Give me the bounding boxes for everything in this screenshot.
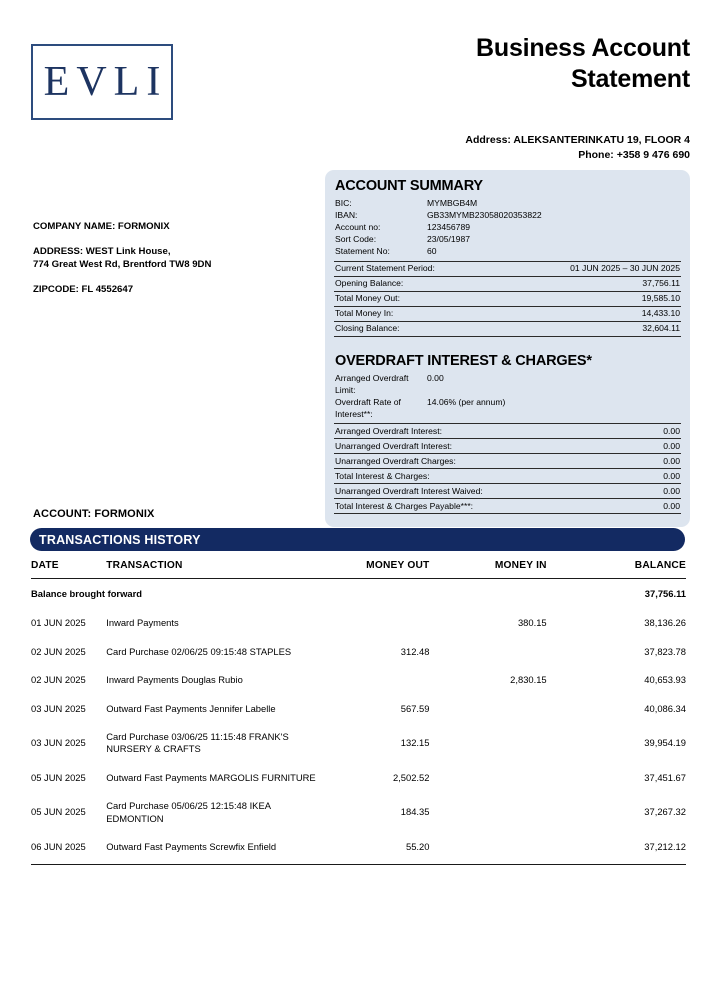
cell-transaction: Outward Fast Payments Screwfix Enfield bbox=[104, 833, 326, 865]
account-summary-line-label: Opening Balance: bbox=[335, 277, 404, 288]
cell-transaction: Card Purchase 02/06/25 09:15:48 STAPLES bbox=[106, 645, 292, 657]
cell-date: 01 JUN 2025 bbox=[31, 617, 86, 629]
cell-date: 05 JUN 2025 bbox=[31, 771, 86, 783]
table-row bbox=[31, 666, 686, 694]
account-summary-line-row bbox=[334, 276, 681, 291]
column-header-date: DATE bbox=[31, 560, 104, 579]
customer-zipcode-group bbox=[33, 284, 313, 297]
column-header-balance: BALANCE bbox=[571, 560, 686, 579]
overdraft-line-value: 0.00 bbox=[663, 425, 680, 436]
cell-money-out: 184.35 bbox=[400, 806, 430, 818]
cell-money-in bbox=[443, 792, 570, 833]
table-row bbox=[31, 609, 686, 637]
table-header-row bbox=[31, 560, 686, 579]
cell-money-in bbox=[443, 638, 570, 666]
cell-transaction: Card Purchase 05/06/25 12:15:48 IKEA EDMONTION bbox=[106, 800, 271, 824]
overdraft-line-value: 0.00 bbox=[663, 485, 680, 496]
table-row bbox=[31, 792, 686, 833]
overdraft-line-value: 0.00 bbox=[663, 455, 680, 466]
account-summary-line-label: Total Money In: bbox=[335, 307, 394, 318]
account-summary-field-label: Account no: bbox=[335, 222, 381, 233]
cell-money-in: 2,830.15 bbox=[510, 674, 547, 686]
cell-balance: 37,451.67 bbox=[644, 771, 686, 783]
column-header-money-in: MONEY IN bbox=[443, 560, 570, 579]
cell-balance: 40,653.93 bbox=[644, 674, 686, 686]
overdraft-line-label: Unarranged Overdraft Interest Waived: bbox=[335, 485, 483, 496]
overdraft-line-row bbox=[334, 453, 681, 468]
account-summary-field-value: GB33MYMB23058020353822 bbox=[427, 209, 542, 220]
overdraft-line-value: 0.00 bbox=[663, 470, 680, 481]
overdraft-line-value: 0.00 bbox=[663, 500, 680, 511]
page-title bbox=[270, 33, 690, 94]
account-summary-line-value: 32,604.11 bbox=[642, 322, 680, 333]
cell-money-out: 132.15 bbox=[400, 737, 430, 749]
customer-details bbox=[33, 221, 313, 297]
cell-date: 02 JUN 2025 bbox=[31, 645, 86, 657]
account-summary-line-value: 01 JUN 2025 – 30 JUN 2025 bbox=[570, 262, 680, 273]
cell-transaction: Card Purchase 03/06/25 11:15:48 FRANK'S NURSERY & CRAFTS bbox=[106, 731, 289, 755]
cell-money-in bbox=[443, 833, 570, 865]
overdraft-title: OVERDRAFT INTEREST & CHARGES* bbox=[335, 353, 592, 369]
cell-balance: 37,267.32 bbox=[644, 806, 686, 818]
overdraft-field-row bbox=[335, 396, 681, 420]
customer-zipcode: ZIPCODE: FL 4552647 bbox=[33, 283, 134, 295]
account-summary-fields bbox=[335, 197, 681, 258]
account-summary-line-label: Total Money Out: bbox=[335, 292, 400, 303]
customer-address-line-1: ADDRESS: WEST Link House, bbox=[33, 245, 171, 257]
cell-date: 02 JUN 2025 bbox=[31, 674, 86, 686]
cell-money-out: 55.20 bbox=[326, 833, 443, 865]
overdraft-line-row bbox=[334, 438, 681, 453]
overdraft-field-label: Arranged Overdraft Limit: bbox=[335, 372, 409, 395]
cell-balance: 37,212.12 bbox=[571, 833, 686, 865]
table-row bbox=[31, 833, 686, 865]
cell-date: 03 JUN 2025 bbox=[31, 702, 86, 714]
account-summary-rows bbox=[334, 261, 681, 337]
brought-forward-balance: 37,756.11 bbox=[644, 588, 686, 599]
account-summary-line-value: 37,756.11 bbox=[642, 277, 680, 288]
account-summary-field-row bbox=[335, 197, 681, 209]
account-summary-field-row bbox=[335, 209, 681, 221]
column-header-transaction: TRANSACTION bbox=[104, 560, 326, 579]
cell-money-out: 567.59 bbox=[400, 702, 430, 714]
overdraft-line-label: Arranged Overdraft Interest: bbox=[335, 425, 442, 436]
cell-date: 06 JUN 2025 bbox=[31, 833, 104, 865]
overdraft-line-label: Total Interest & Charges Payable***: bbox=[335, 500, 474, 511]
cell-money-out bbox=[326, 609, 443, 637]
cell-balance: 39,954.19 bbox=[644, 737, 686, 749]
account-summary-field-label: Sort Code: bbox=[335, 234, 377, 245]
account-summary-field-label: BIC: bbox=[335, 197, 352, 208]
cell-money-out: 312.48 bbox=[400, 645, 430, 657]
transactions-table-body bbox=[31, 579, 686, 865]
cell-money-in bbox=[443, 695, 570, 723]
overdraft-line-row bbox=[334, 423, 681, 438]
table-row bbox=[31, 695, 686, 723]
customer-address-group bbox=[33, 246, 313, 272]
cell-transaction: Outward Fast Payments MARGOLIS FURNITURE bbox=[106, 771, 316, 783]
bank-contact-block bbox=[270, 133, 690, 163]
cell-balance: 37,823.78 bbox=[644, 645, 686, 657]
cell-money-out bbox=[326, 666, 443, 694]
overdraft-field-row bbox=[335, 372, 681, 396]
cell-transaction: Outward Fast Payments Jennifer Labelle bbox=[106, 702, 276, 714]
account-summary-line-value: 14,433.10 bbox=[641, 307, 680, 318]
overdraft-field-label: Overdraft Rate of Interest**: bbox=[335, 397, 401, 420]
account-summary-panel bbox=[325, 170, 690, 345]
account-summary-line-label: Current Statement Period: bbox=[335, 262, 435, 273]
column-header-money-out: MONEY OUT bbox=[326, 560, 443, 579]
transactions-history-banner-label: TRANSACTIONS HISTORY bbox=[39, 532, 201, 547]
overdraft-line-row bbox=[334, 468, 681, 483]
bank-logo-text: EVLI bbox=[43, 59, 168, 105]
overdraft-line-label: Unarranged Overdraft Charges: bbox=[335, 455, 456, 466]
account-summary-field-row bbox=[335, 233, 681, 245]
cell-date: 05 JUN 2025 bbox=[31, 806, 86, 818]
cell-transaction: Inward Payments bbox=[106, 617, 179, 629]
table-row-brought-forward bbox=[31, 579, 686, 610]
account-summary-line-label: Closing Balance: bbox=[335, 322, 400, 333]
account-summary-line-row bbox=[334, 321, 681, 337]
cell-date: 03 JUN 2025 bbox=[31, 737, 86, 749]
cell-money-in bbox=[443, 723, 570, 764]
page-title-line-1: Business Account bbox=[476, 34, 690, 62]
account-summary-field-label: IBAN: bbox=[335, 209, 358, 220]
customer-company-name-group bbox=[33, 221, 313, 234]
cell-money-out: 2,502.52 bbox=[392, 771, 430, 783]
cell-balance: 38,136.26 bbox=[644, 617, 686, 629]
account-summary-field-value: 123456789 bbox=[427, 222, 471, 233]
overdraft-panel bbox=[325, 345, 690, 527]
bank-phone: Phone: +358 9 476 690 bbox=[578, 149, 690, 162]
table-row bbox=[31, 638, 686, 666]
overdraft-rows bbox=[334, 423, 681, 514]
account-summary-line-row bbox=[334, 261, 681, 276]
table-row bbox=[31, 723, 686, 764]
account-summary-field-value: MYMBGB4M bbox=[427, 197, 478, 208]
customer-company-name: COMPANY NAME: FORMONIX bbox=[33, 221, 170, 232]
bank-address: Address: ALEKSANTERINKATU 19, FLOOR 4 bbox=[465, 134, 690, 146]
overdraft-field-value: 0.00 bbox=[427, 372, 444, 383]
account-summary-field-label: Statement No: bbox=[335, 246, 390, 257]
overdraft-field-value: 14.06% (per annum) bbox=[427, 397, 506, 408]
cell-balance: 40,086.34 bbox=[644, 702, 686, 714]
account-summary-field-value: 23/05/1987 bbox=[427, 234, 471, 245]
account-summary-field-row bbox=[335, 221, 681, 233]
bank-logo bbox=[31, 44, 173, 120]
overdraft-line-row bbox=[334, 483, 681, 498]
cell-transaction: Inward Payments Douglas Rubio bbox=[106, 674, 243, 686]
account-summary-field-row bbox=[335, 245, 681, 257]
account-label: ACCOUNT: FORMONIX bbox=[33, 508, 155, 520]
page-title-line-2: Statement bbox=[570, 64, 690, 93]
table-row bbox=[31, 764, 686, 792]
transactions-history-banner bbox=[30, 528, 685, 551]
transactions-table bbox=[31, 560, 686, 865]
account-summary-field-value: 60 bbox=[427, 246, 437, 257]
overdraft-line-label: Total Interest & Charges: bbox=[335, 470, 430, 481]
customer-address-line-2: 774 Great West Rd, Brentford TW8 9DN bbox=[33, 258, 212, 270]
cell-money-in: 380.15 bbox=[517, 617, 547, 629]
overdraft-line-label: Unarranged Overdraft Interest: bbox=[335, 440, 453, 451]
overdraft-line-value: 0.00 bbox=[663, 440, 680, 451]
brought-forward-label: Balance brought forward bbox=[31, 588, 142, 599]
cell-money-in bbox=[443, 764, 570, 792]
transactions-table-head bbox=[31, 560, 686, 579]
account-summary-line-row bbox=[334, 291, 681, 306]
account-summary-title: ACCOUNT SUMMARY bbox=[335, 178, 483, 194]
account-summary-line-value: 19,585.10 bbox=[641, 292, 680, 303]
overdraft-line-row bbox=[334, 498, 681, 514]
account-summary-line-row bbox=[334, 306, 681, 321]
overdraft-fields bbox=[335, 372, 681, 421]
